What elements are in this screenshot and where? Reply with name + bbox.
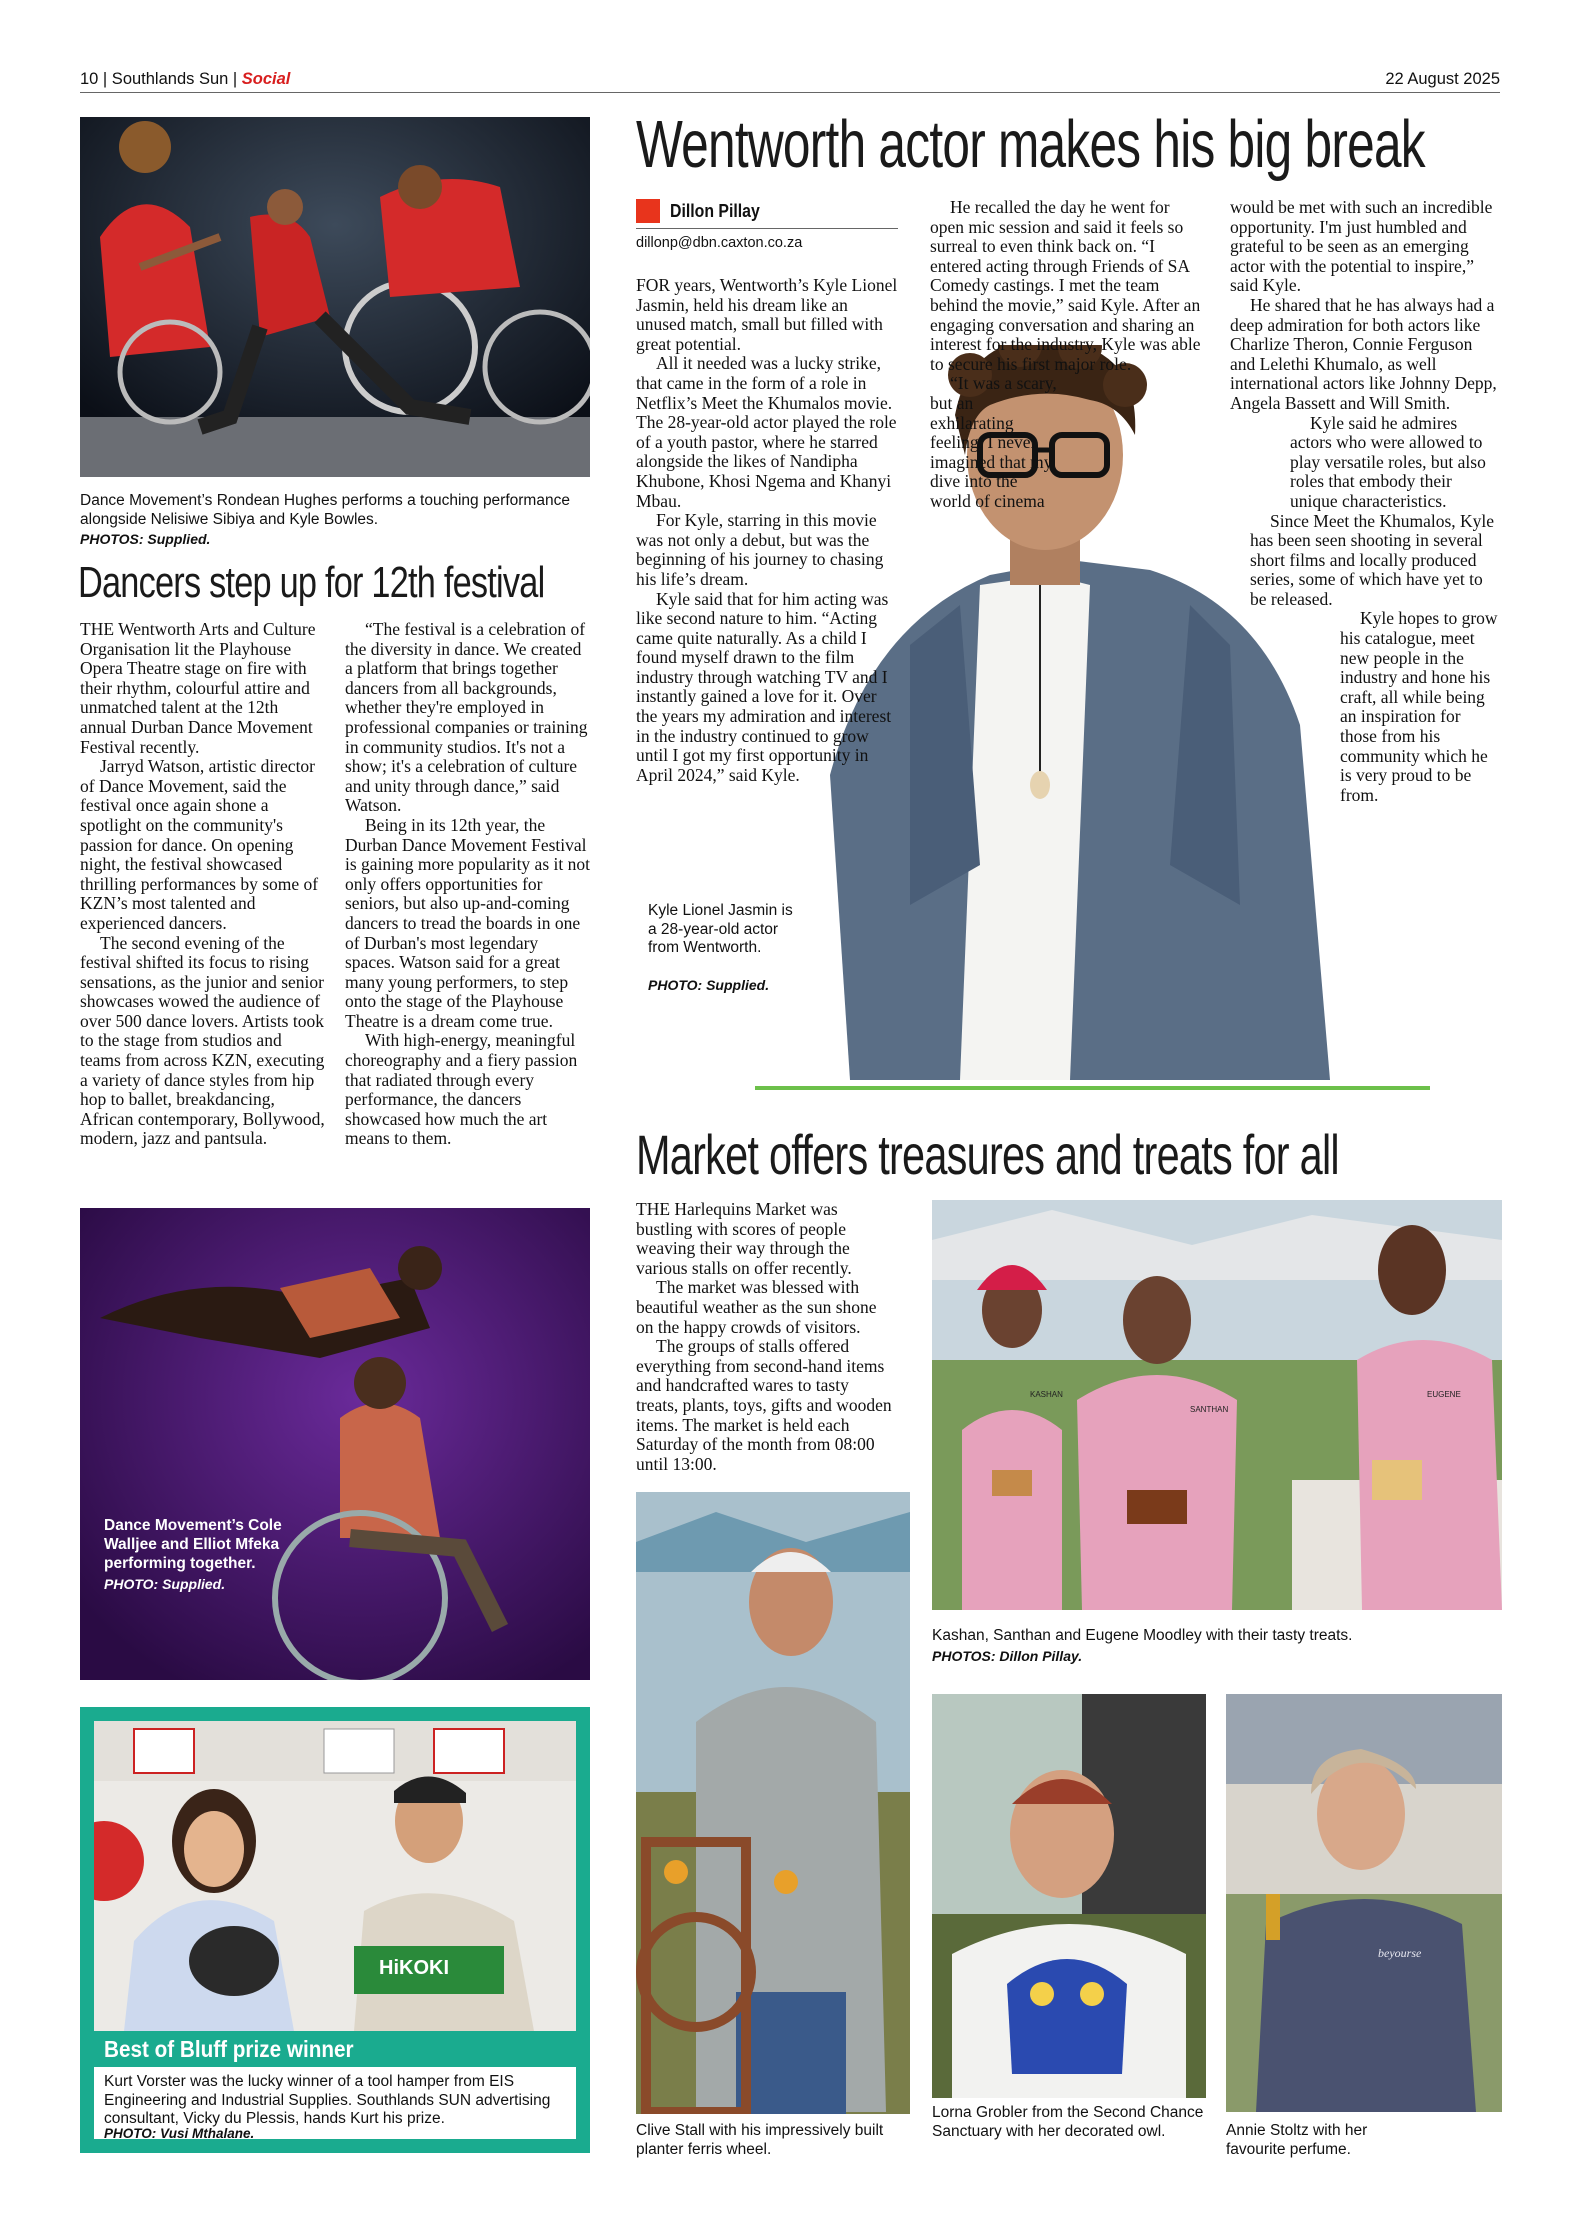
lorna-photo [932,1694,1206,2098]
paragraph: THE Harlequins Market was bustling with scores of people weaving their way through the various stalls on offer recently. [636,1199,852,1278]
byline-email: dillonp@dbn.caxton.co.za [636,235,803,251]
shirt-name-kashan: KASHAN [1030,1390,1063,1399]
section-label: Social [241,70,291,88]
shirt-name-eugene: EUGENE [1427,1390,1461,1399]
paragraph: The second evening of the festival shifted its focus to rising sensations, as the junior and senior showcases wowed the audience of over 500 dance lovers. Artists took to the stage from studios and teams from across KZN, executing a variety of dance styles from hip hop to ballet, breakdancing, African contemporary, Bollywood, modern, jazz and pantsula. [80,932,325,1149]
dance-photo-1-caption: Dance Movement’s Rondean Hughes performs a touching performance alongside Nelisiwe Sibiya and Kyle Bowles. [80,492,570,528]
page-date: 22 August 2025 [1385,70,1500,88]
paragraph: would be met with such an incredible opportunity. I'm just humbled and grateful to be seen as an emerging actor with the potential to inspire,” said Kyle. [1230,197,1493,296]
moodley-credit: PHOTOS: Dillon Pillay. [932,1648,1083,1664]
bluff-box [80,1707,590,2153]
bluff-credit: PHOTO: Vusi Mthalane. [104,2126,255,2141]
paragraph: “It was a scary, but an exhilarating feeling. I never imagined that my dive into the world of cinema [930,373,1057,511]
actor-col-3 [1230,198,1500,805]
paragraph: He shared that he has always had a deep admiration for both actors like Charlize Theron, Connie Ferguson and Lelethi Khumalo, as well international actors like Johnny Depp, Angela Bassett and Will Smith. [1230,294,1497,413]
dance-col-2 [345,620,590,1149]
paragraph: Being in its 12th year, the Durban Dance Movement Festival is gaining more popularity as it not only offers opportunities for seniors, but also up-and-coming dancers to tread the boards in one of Durban's most legendary spaces. Watson said for a great many young performers, to step onto the stage of the Playhouse Theatre is a dream come true. [345,814,590,1031]
dance-photo-2-caption: Dance Movement’s Cole Walljee and Elliot Mfeka performing together. [104,1517,282,1572]
actor-headline: Wentworth actor makes his big break [636,107,1425,182]
bluff-title: Best of Bluff prize winner [104,2036,354,2062]
paragraph: He recalled the day he went for open mic session and said it feels so surreal to even think back on. “I entered acting through Friends of SA Comedy castings. I met the team behind the movie,” said Kyle. After an engaging conversation and sharing an interest for the industry, Kyle was able to secure his first major role. [930,197,1201,374]
actor-credit: PHOTO: Supplied. [648,977,770,993]
moodley-caption: Kashan, Santhan and Eugene Moodley with their tasty treats. [932,1627,1353,1644]
annie-caption: Annie Stoltz with her favourite perfume. [1226,2122,1368,2158]
dance-col-1 [80,620,325,1149]
actor-col-2 [930,198,1206,512]
bluff-caption: Kurt Vorster was the lucky winner of a tool hamper from EIS Engineering and Industrial Supplies. Southlands SUN advertising consultant, Vicky du Plessis, hands Kurt his prize. [104,2073,551,2127]
clive-caption: Clive Stall with his impressively built planter ferris wheel. [636,2122,884,2158]
dance-photo-2-credit: PHOTO: Supplied. [104,1576,226,1592]
paragraph: All it needed was a lucky strike, that came in the form of a role in Netflix’s Meet the Khumalos movie. The 28-year-old actor played the role of a youth pastor, where he starred alongside the likes of Nandipha Khubone, Khosi Ngema and Khanyi Mbau. [636,353,897,511]
annie-shirt-text: beyourse [1378,1946,1422,1960]
section-divider [755,1086,1430,1090]
byline-rule [636,228,898,229]
lorna-caption: Lorna Grobler from the Second Chance Sanctuary with her decorated owl. [932,2104,1204,2140]
paragraph: The groups of stalls offered everything from second-hand items and handcrafted wares to tasty treats, plants, toys, gifts and wooden items. The market is held each Saturday of the month from 08:00 until 13:00. [636,1336,892,1474]
paragraph: Jarryd Watson, artistic director of Dance Movement, said the festival once again shone a spotlight on the community's passion for dance. On opening night, the festival showcased thrilling performances by some of KZN’s most talented and experienced dancers. [80,756,319,933]
dance-headline: Dancers step up for 12th festival [78,558,545,607]
paragraph: Kyle said he admires actors who were allowed to play versatile roles, but also roles that embody their unique characteristics. [1290,412,1486,511]
paragraph: THE Wentworth Arts and Culture Organisation lit the Playhouse Opera Theatre stage on fire with their rhythm, colourful attire and unmatched talent at the 12th annual Durban Dance Movement Festival recently. [80,619,316,757]
byline-square [636,199,660,223]
bluff-content [94,1721,576,2139]
paragraph: FOR years, Wentworth’s Kyle Lionel Jasmin, held his dream like an unused match, small but filled with great potential. [636,275,898,354]
paragraph: The market was blessed with beautiful weather as the sun shone on the happy crowds of visitors. [636,1277,877,1337]
byline-name: Dillon Pillay [670,201,760,221]
clive-photo [636,1492,910,2114]
paragraph: “The festival is a celebration of the diversity in dance. We created a platform that brings together dancers from all backgrounds, whether they're employed in professional companies or training in community studios. It's not a show; it's a celebration of culture and unity through dance,” said Watson. [345,619,588,816]
header-rule [80,92,1500,93]
actor-caption: Kyle Lionel Jasmin is a 28-year-old actor from Wentworth. [648,902,793,956]
page-header [80,70,290,89]
paragraph: Kyle hopes to grow his catalogue, meet new people in the industry and hone his craft, all while being an inspiration for those from his community which he is very proud to be from. [1340,608,1498,805]
shirt-name-santhan: SANTHAN [1190,1405,1229,1414]
paragraph: With high-energy, meaningful choreography and a fiery passion that radiated through every performance, the dancers showcased how much the art means to them. [345,1030,578,1149]
paragraph: For Kyle, starring in this movie was not only a debut, but was the beginning of his journey to chasing his life’s dream. [636,510,884,589]
page-info: 10 | Southlands Sun | [80,70,242,88]
bluff-banner [94,2031,576,2067]
dance-photo-1-credit: PHOTOS: Supplied. [80,531,211,547]
dance-photo-2 [80,1208,590,1680]
dance-photo-1 [80,117,590,477]
actor-col-1 [636,276,898,785]
paragraph: Kyle said that for him acting was like second nature to him. “Acting came quite naturally. As a child I found myself drawn to the film industry through watching TV and I instantly gained a love for it. Over the years my admiration and interest in the industry continued to grow until I got my first opportunity in April 2024,” said Kyle. [636,588,892,785]
paragraph: Since Meet the Khumalos, Kyle has been seen shooting in several short films and locally produced series, some of which have yet to be released. [1250,510,1495,609]
moodley-photo [932,1200,1502,1610]
market-headline: Market offers treasures and treats for all [636,1123,1339,1186]
hikoki-box-label: HiKOKI [379,1957,449,1979]
annie-photo [1226,1694,1502,2112]
market-body [636,1200,892,1474]
bluff-photo [94,1721,576,2031]
